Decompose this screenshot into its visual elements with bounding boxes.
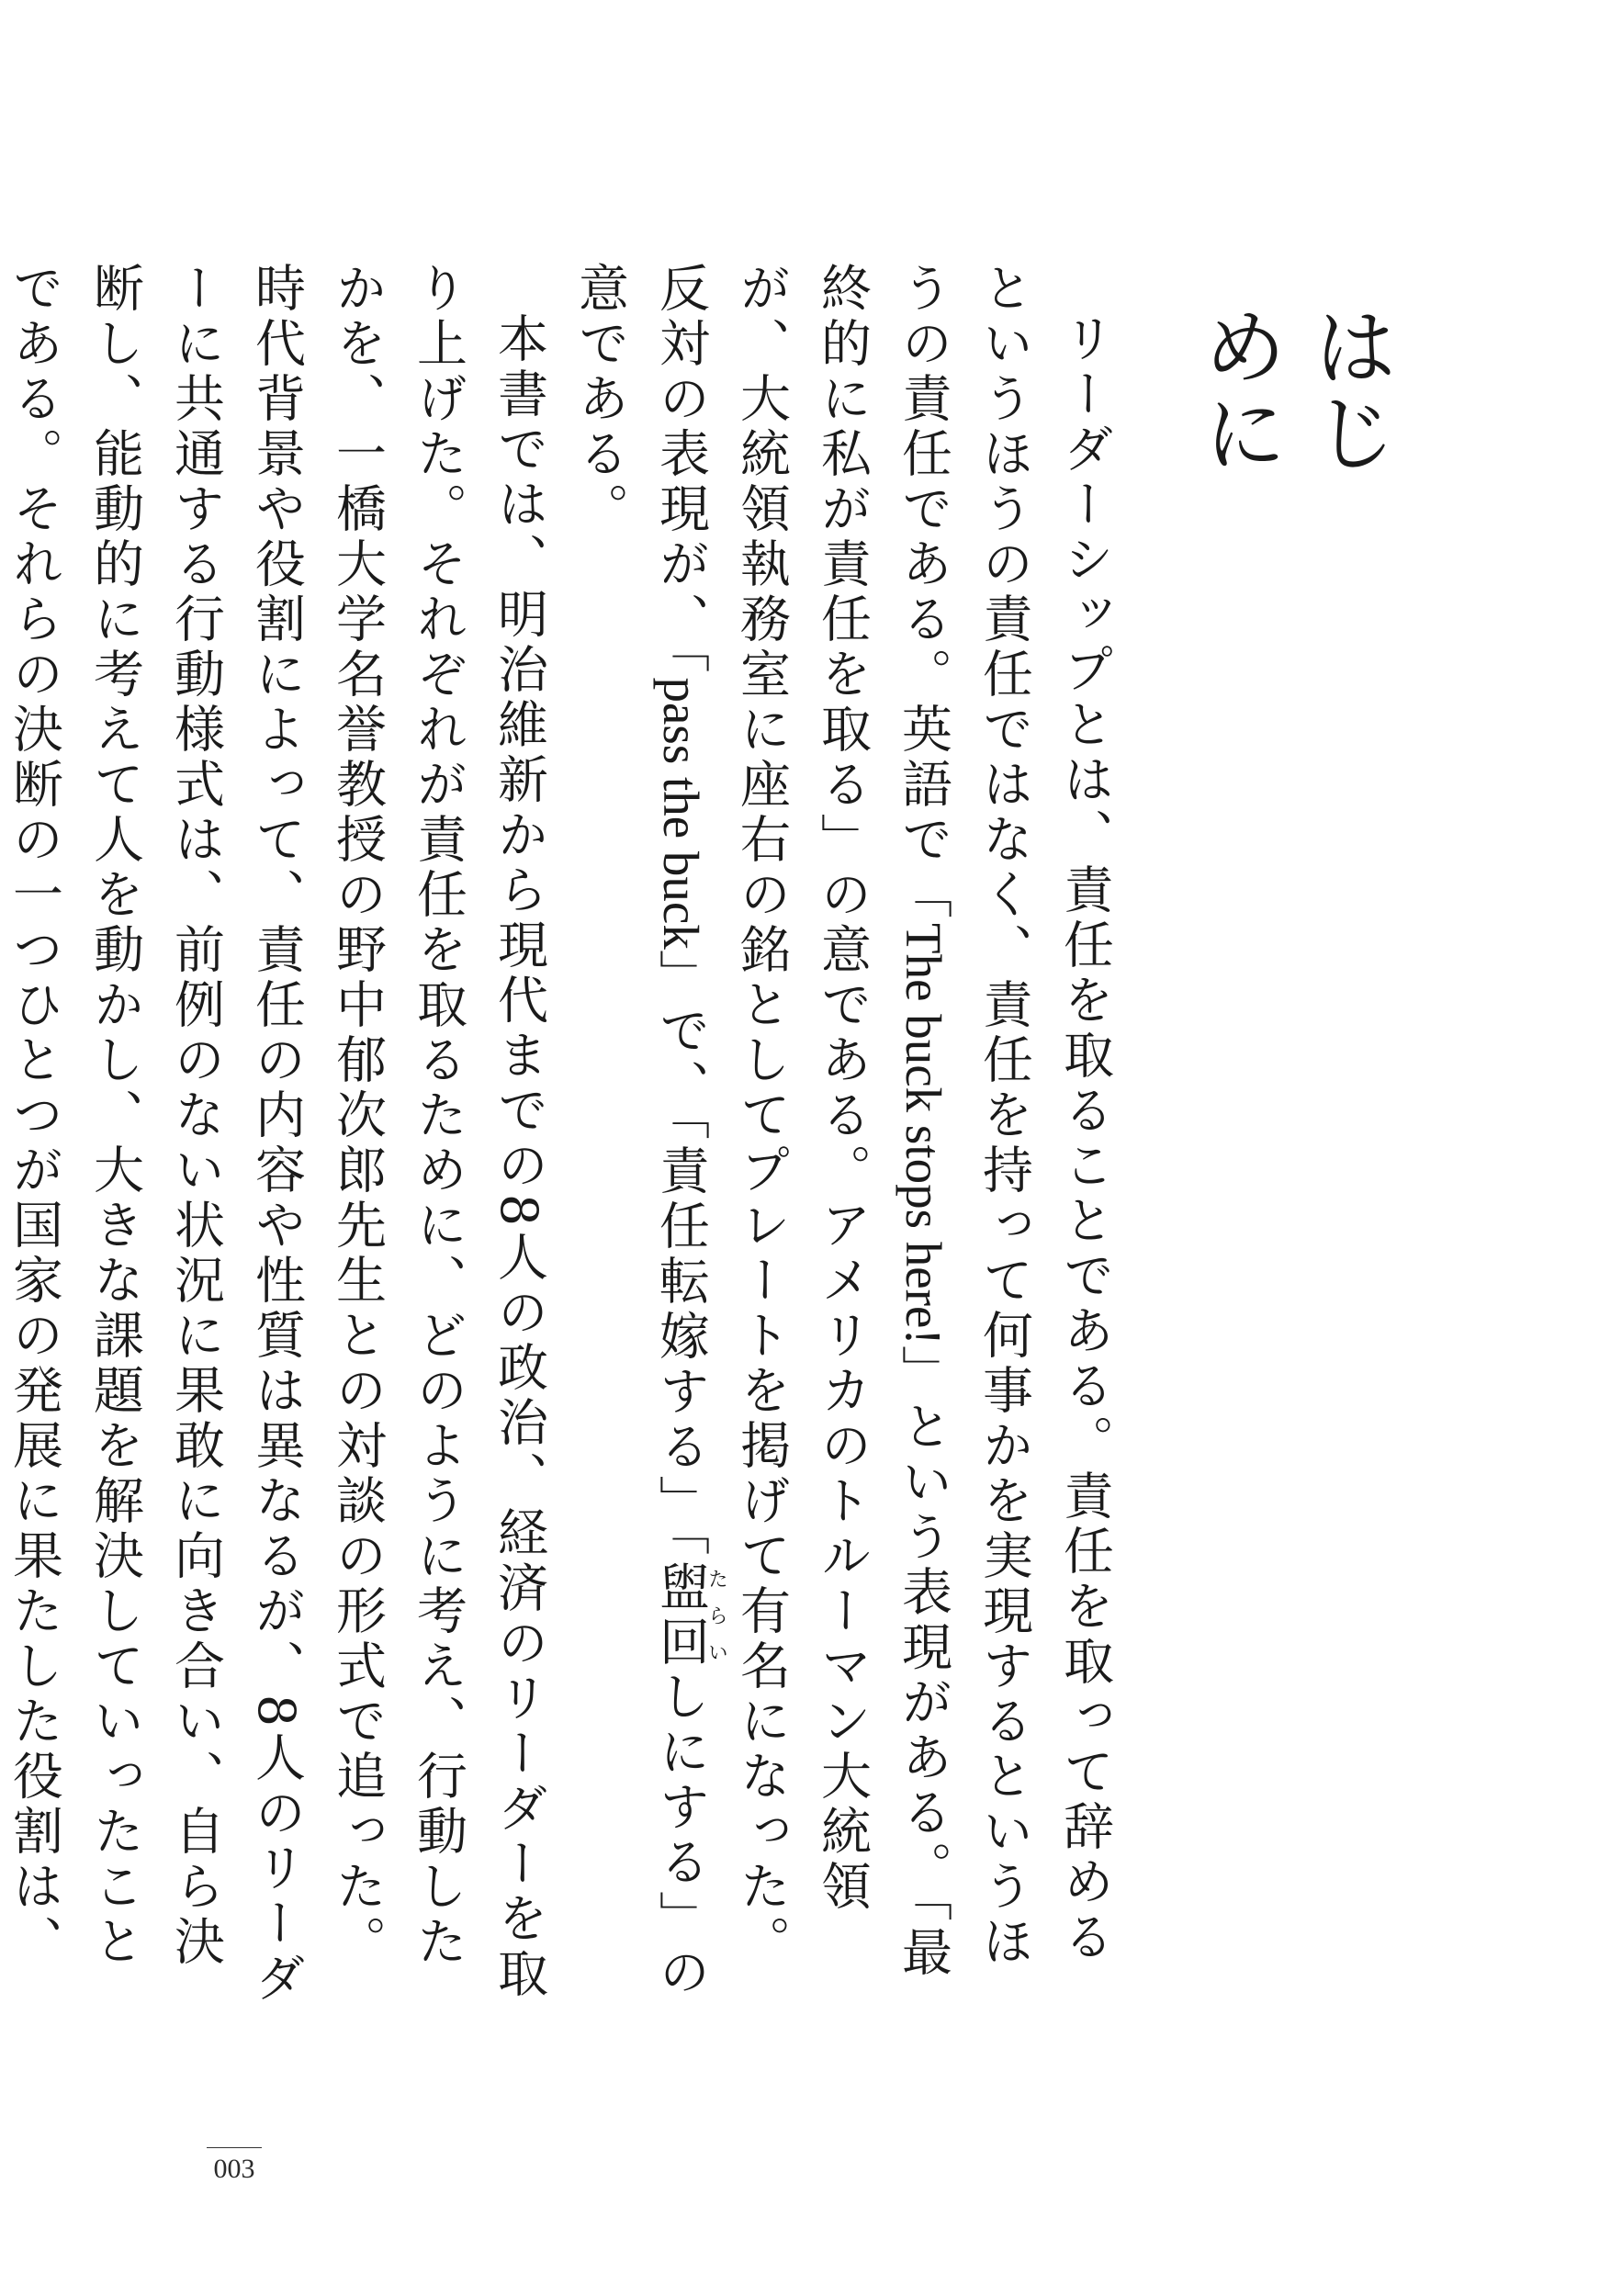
paragraph [0,262,559,2011]
chapter-title: はじめに [1189,303,1398,476]
ruby-base: 盥回 [651,1559,710,1671]
page-footer [207,2147,262,2185]
latin-phrase: pass the buck [653,677,709,950]
text-run: リーダーシップとは、責任を取ることである。責任を取って辞めるというほうの責任ではなく、責任を持って何事かを実現するというほうの責任である。英語で「 [894,262,1114,1970]
text-run: しにする」の意である。 [570,262,710,2001]
page-number: 003 [213,2154,255,2184]
text-run: 本書では、明治維新から現代までの8人の政治、経済のリーダーを取り上げた。それぞれが責任を取るために、どのように考え、行動したかを、一橋大学名誉教授の野中郁次郎先生との対談の形式で追った。時代背景や役割によって、責任の内容や性質は異なるが、8人のリーダーに共通する行動様式は、前例のない状況に果敢に向き合い、自ら決断し、能動的に考えて人を動かし、大きな課題を解決していったことである。それらの決断の一つひとつが国家の発展に果たした役割は、 [5,262,548,2007]
latin-phrase: The buck stops here! [895,923,952,1345]
folio-rule [207,2147,262,2148]
ruby-annotation [651,1559,728,1671]
body-text [5,262,1125,2011]
text-run: 」で、「責任転嫁する」「 [651,949,710,1560]
text-run: 」という表現がある。「最終的に私が責任を取る」の意である。アメリカのトルーマン大統領が、大統領執務室に座右の銘としてプレートを掲げて有名になった。反対の表現が、「 [651,262,952,1982]
ruby-reading: たらい [704,1559,728,1671]
paragraph [559,262,1125,2011]
